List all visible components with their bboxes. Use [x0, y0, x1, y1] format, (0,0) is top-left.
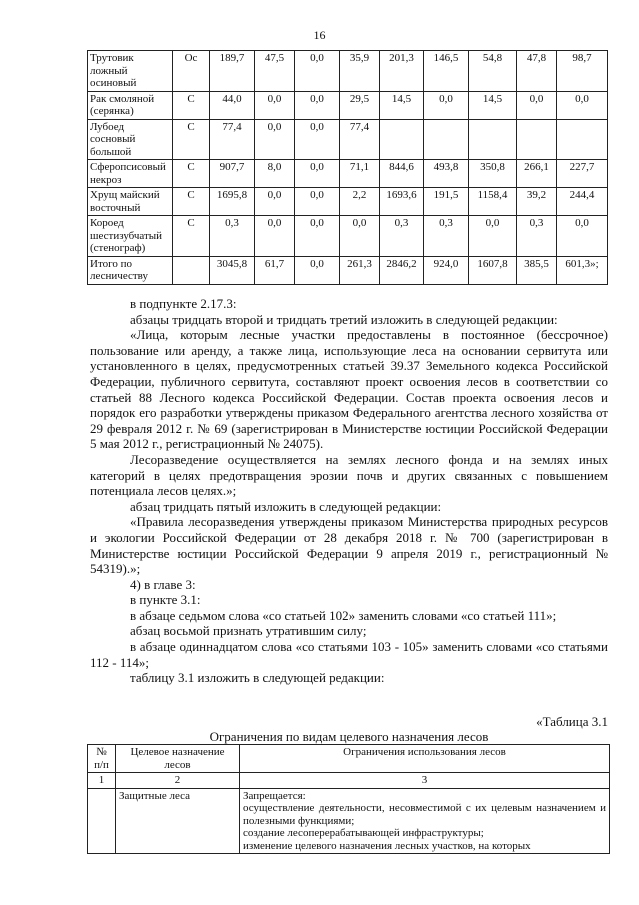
species-code: С [173, 216, 210, 257]
value-cell: 0,0 [255, 188, 295, 216]
value-cell: 0,0 [295, 256, 340, 284]
limit-line: Запрещается: [243, 789, 306, 802]
paragraph: «Лица, которым лесные участки предоставлены в постоянное (бессрочное) пользование или аренду, а также лица, использующие леса на основании сервитута или установленного в целях, предусмотренных статьей 39.37 Земельного кодекса Российской Федерации, публичного сервитута, составляют проект освоения лесов в соответствии со статьей 88 Лесного кодекса Российской Федерации. Состав проекта освоения лесов и порядок его разработки утверждены приказом Федерального агентства лесного хозяйства от 29 февраля 2012 г. № 69 (зарегистрирован в Министерстве юстиции Российской Федерации 5 мая 2012 г., регистрационный № 24075). [90, 327, 608, 452]
limit-line: создание лесоперерабатывающей инфраструктуры; [243, 827, 484, 839]
value-cell: 924,0 [424, 256, 469, 284]
paragraph: Лесоразведение осуществляется на землях лесного фонда и на землях иных категорий в целях предотвращения эрозии почв и других связанных с повышением потенциала лесов целях.»; [90, 451, 608, 499]
value-cell: 0,0 [469, 216, 517, 257]
value-cell: 14,5 [380, 91, 424, 119]
value-cell: 191,5 [424, 188, 469, 216]
value-cell: 0,3 [517, 216, 557, 257]
paragraph: в пункте 3.1: [130, 592, 201, 608]
paragraph: абзацы тридцать второй и тридцать третий изложить в следующей редакции: [130, 311, 558, 327]
table-row [88, 160, 608, 188]
header-cell: № п/п [88, 745, 116, 773]
species-code: С [173, 188, 210, 216]
value-cell: 0,0 [295, 188, 340, 216]
value-cell: 29,5 [340, 91, 380, 119]
header-cell: Целевое назначение лесов [116, 745, 240, 773]
value-cell: 0,0 [255, 216, 295, 257]
pest-name: Хрущ майский восточный [88, 188, 173, 216]
value-cell: 266,1 [517, 160, 557, 188]
value-cell: 0,3 [380, 216, 424, 257]
table-row [88, 188, 608, 216]
value-cell: 35,9 [340, 51, 380, 92]
value-cell: 8,0 [255, 160, 295, 188]
column-number: 2 [116, 773, 240, 789]
table-row [88, 216, 608, 257]
value-cell: 350,8 [469, 160, 517, 188]
value-cell: 0,0 [295, 91, 340, 119]
column-number: 1 [88, 773, 116, 789]
value-cell: 261,3 [340, 256, 380, 284]
value-cell: 189,7 [210, 51, 255, 92]
species-code [173, 256, 210, 284]
value-cell: 146,5 [424, 51, 469, 92]
pest-name: Сферопсисовый некроз [88, 160, 173, 188]
paragraph: в абзаце одиннадцатом слова «со статьями 103 - 105» заменить словами «со статьями 112 - 114»; [90, 639, 608, 670]
value-cell: 0,3 [210, 216, 255, 257]
value-cell: 0,0 [295, 216, 340, 257]
value-cell [557, 119, 608, 160]
value-cell: 844,6 [380, 160, 424, 188]
value-cell [469, 119, 517, 160]
value-cell [424, 119, 469, 160]
pest-name: Итого по лесничеству [88, 256, 173, 284]
value-cell: 0,0 [295, 51, 340, 92]
value-cell: 601,3»; [557, 256, 608, 284]
value-cell: 201,3 [380, 51, 424, 92]
paragraph: 4) в главе 3: [130, 576, 196, 592]
value-cell: 0,0 [255, 91, 295, 119]
value-cell: 71,1 [340, 160, 380, 188]
paragraph: в абзаце седьмом слова «со статьей 102» заменить словами «со статьей 111»; [130, 607, 557, 623]
value-cell: 2846,2 [380, 256, 424, 284]
value-cell: 54,8 [469, 51, 517, 92]
value-cell: 1158,4 [469, 188, 517, 216]
pest-area-table [87, 50, 608, 285]
amendment-text [90, 296, 608, 686]
table-row [88, 51, 608, 92]
value-cell: 385,5 [517, 256, 557, 284]
value-cell: 907,7 [210, 160, 255, 188]
table-row [88, 788, 610, 854]
species-code: С [173, 91, 210, 119]
value-cell: 77,4 [210, 119, 255, 160]
value-cell: 0,0 [295, 119, 340, 160]
value-cell: 0,0 [340, 216, 380, 257]
pest-name: Трутовик ложный осиновый [88, 51, 173, 92]
value-cell: 61,7 [255, 256, 295, 284]
value-cell: 0,0 [557, 91, 608, 119]
table-label: «Таблица 3.1 [536, 714, 608, 729]
table-row [88, 91, 608, 119]
purpose-cell: Защитные леса [116, 788, 240, 854]
value-cell: 47,8 [517, 51, 557, 92]
paragraph: таблицу 3.1 изложить в следующей редакции: [130, 670, 385, 686]
value-cell: 44,0 [210, 91, 255, 119]
column-number: 3 [240, 773, 610, 789]
value-cell: 1695,8 [210, 188, 255, 216]
value-cell [380, 119, 424, 160]
paragraph: абзац восьмой признать утратившим силу; [130, 623, 367, 639]
value-cell: 244,4 [557, 188, 608, 216]
paragraph: абзац тридцать пятый изложить в следующей редакции: [130, 498, 442, 514]
value-cell: 0,0 [295, 160, 340, 188]
species-code: Ос [173, 51, 210, 92]
pest-name: Лубоед сосновый большой [88, 119, 173, 160]
table-header-row [88, 745, 610, 773]
value-cell: 0,3 [424, 216, 469, 257]
value-cell [517, 119, 557, 160]
restrictions-table [87, 744, 610, 854]
table-row [88, 256, 608, 284]
value-cell: 39,2 [517, 188, 557, 216]
value-cell: 47,5 [255, 51, 295, 92]
paragraph: в подпункте 2.17.3: [130, 296, 237, 311]
species-code: С [173, 119, 210, 160]
table-row [88, 119, 608, 160]
pest-name: Короед шестизубчатый (стенограф) [88, 216, 173, 257]
pest-name: Рак смоляной (серянка) [88, 91, 173, 119]
limit-line: изменение целевого назначения лесных участков, на которых [243, 839, 531, 852]
value-cell: 0,0 [557, 216, 608, 257]
value-cell: 0,0 [424, 91, 469, 119]
paragraph: «Правила лесоразведения утверждены приказом Министерства природных ресурсов и экологии Российской Федерации от 28 декабря 2018 г. № 700 (зарегистрирован в Министерстве юстиции Российской Федерации 9 апреля 2019 г., регистрационный № 54319).»; [90, 514, 608, 577]
row-number [88, 788, 116, 854]
value-cell: 0,0 [517, 91, 557, 119]
value-cell: 227,7 [557, 160, 608, 188]
value-cell: 2,2 [340, 188, 380, 216]
value-cell: 1693,6 [380, 188, 424, 216]
value-cell: 0,0 [255, 119, 295, 160]
limits-cell [240, 788, 610, 854]
page-number: 16 [313, 28, 326, 42]
header-cell: Ограничения использования лесов [240, 745, 610, 773]
value-cell: 493,8 [424, 160, 469, 188]
species-code: С [173, 160, 210, 188]
value-cell: 77,4 [340, 119, 380, 160]
value-cell: 14,5 [469, 91, 517, 119]
limit-line: осуществление деятельности, несовместимой с их целевым назначением и полезными функциями; [243, 802, 606, 827]
column-number-row [88, 773, 610, 789]
value-cell: 98,7 [557, 51, 608, 92]
value-cell: 1607,8 [469, 256, 517, 284]
table-title: Ограничения по видам целевого назначения лесов [209, 729, 489, 744]
value-cell: 3045,8 [210, 256, 255, 284]
